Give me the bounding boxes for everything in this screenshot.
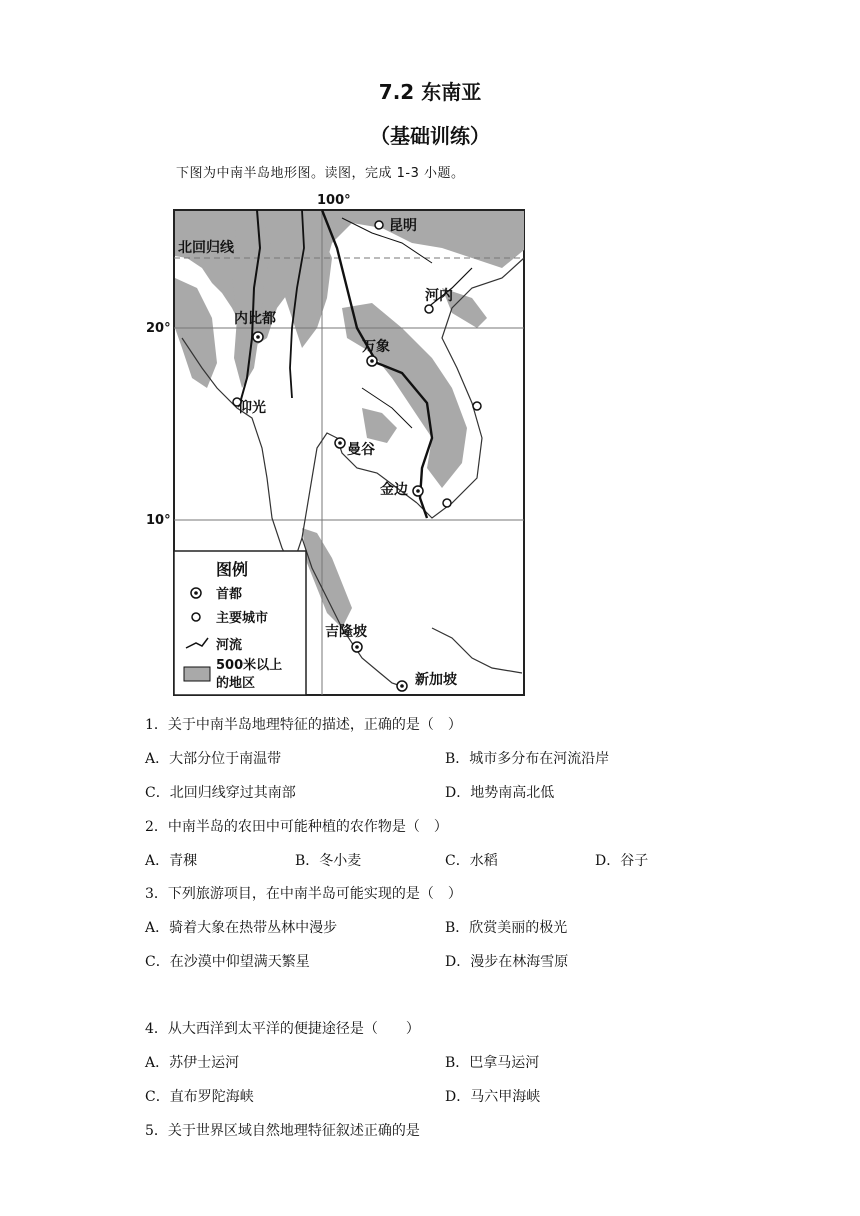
page-subtitle: （基础训练） bbox=[370, 124, 490, 148]
q2-option-b[interactable]: B．冬小麦 bbox=[295, 853, 362, 869]
legend-highland-1: 500米以上 bbox=[216, 658, 283, 673]
q3-option-a[interactable]: A．骑着大象在热带丛林中漫步 bbox=[145, 920, 338, 936]
q1-option-d[interactable]: D．地势南高北低 bbox=[445, 785, 555, 801]
city-yangon bbox=[233, 398, 266, 416]
q3-option-c[interactable]: C．在沙漠中仰望满天繁星 bbox=[145, 954, 310, 970]
kualalumpur-label: 吉隆坡 bbox=[325, 624, 367, 640]
yangon-label: 仰光 bbox=[238, 400, 266, 416]
legend-capital: 首都 bbox=[216, 587, 243, 602]
highland-symbol-icon bbox=[184, 667, 210, 681]
legend-river: 河流 bbox=[216, 638, 243, 653]
longitude-label: 100° bbox=[317, 193, 351, 208]
lat-20-label: 20° bbox=[146, 321, 171, 336]
q2-option-c[interactable]: C．水稻 bbox=[445, 853, 498, 869]
tropic-label: 北回归线 bbox=[178, 240, 234, 256]
naypyidaw-label: 内比都 bbox=[234, 311, 276, 327]
q4-option-a[interactable]: A．苏伊士运河 bbox=[145, 1055, 240, 1071]
singapore-label: 新加坡 bbox=[415, 672, 457, 688]
q4-option-b[interactable]: B．巴拿马运河 bbox=[445, 1055, 540, 1071]
q4-option-c[interactable]: C．直布罗陀海峡 bbox=[145, 1089, 254, 1105]
q1-option-b[interactable]: B．城市多分布在河流沿岸 bbox=[445, 751, 610, 767]
legend-major-city: 主要城市 bbox=[216, 611, 269, 626]
city-hcmc bbox=[443, 499, 451, 507]
q2-option-a[interactable]: A．青稞 bbox=[145, 853, 198, 869]
q2-option-d[interactable]: D．谷子 bbox=[595, 853, 649, 869]
kunming-label: 昆明 bbox=[389, 218, 417, 234]
q3-option-d[interactable]: D．漫步在林海雪原 bbox=[445, 954, 569, 970]
page-title: 7.2 东南亚 bbox=[378, 80, 482, 104]
q1-option-a[interactable]: A．大部分位于南温带 bbox=[145, 751, 282, 767]
q1-option-c[interactable]: C．北回归线穿过其南部 bbox=[145, 785, 296, 801]
hanoi-label: 河内 bbox=[425, 288, 453, 304]
question-2-stem: 2．中南半岛的农田中可能种植的农作物是（ ） bbox=[145, 819, 448, 835]
map-legend bbox=[174, 551, 306, 695]
q4-option-d[interactable]: D．马六甲海峡 bbox=[445, 1089, 541, 1105]
lat-10-label: 10° bbox=[146, 513, 171, 528]
bangkok-label: 曼谷 bbox=[347, 442, 375, 458]
indochina-terrain-map bbox=[142, 188, 538, 700]
q3-option-b[interactable]: B．欣赏美丽的极光 bbox=[445, 920, 568, 936]
question-3-stem: 3．下列旅游项目，在中南半岛可能实现的是（ ） bbox=[145, 886, 462, 902]
question-1-stem: 1．关于中南半岛地理特征的描述，正确的是（ ） bbox=[145, 717, 462, 733]
city-symbol-icon bbox=[192, 613, 200, 621]
legend-title: 图例 bbox=[216, 560, 249, 579]
legend-highland-2: 的地区 bbox=[216, 676, 256, 691]
phnompenh-label: 金边 bbox=[380, 482, 408, 498]
intro-text: 下图为中南半岛地形图。读图，完成 1-3 小题。 bbox=[176, 166, 465, 181]
city-hue bbox=[473, 402, 481, 410]
vientiane-label: 万象 bbox=[362, 339, 390, 355]
question-4-stem: 4．从大西洋到太平洋的便捷途径是（ ） bbox=[145, 1021, 420, 1037]
question-5-stem: 5．关于世界区域自然地理特征叙述正确的是 bbox=[145, 1123, 420, 1139]
